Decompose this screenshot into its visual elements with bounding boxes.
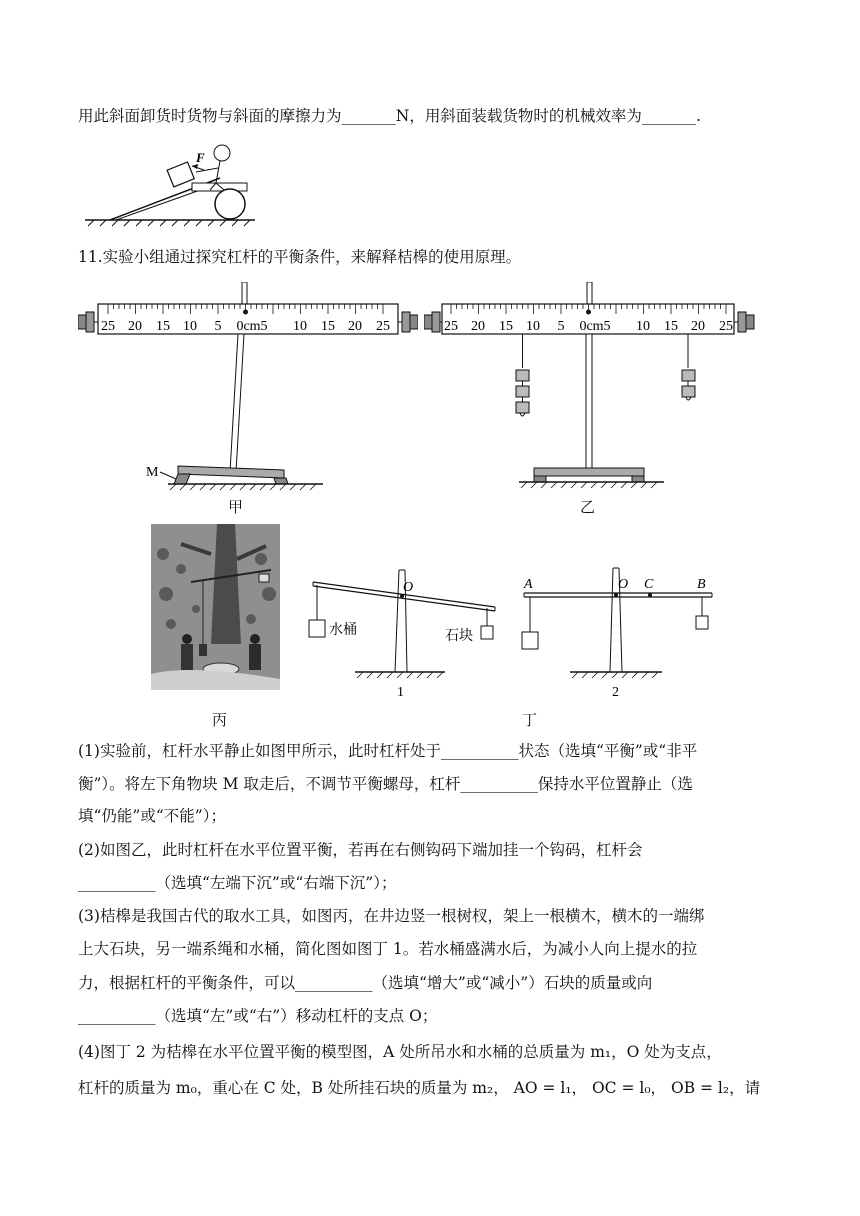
ruler-tick: 25 (444, 319, 458, 334)
right-weights (682, 370, 695, 400)
part-3-line-d: __________（选填“左”或“右”）移动杠杆的支点 O； (78, 1007, 438, 1025)
part-2-line-b: __________（选填“左端下沉”或“右端下沉”）； (78, 874, 397, 892)
figure-jia (78, 282, 418, 492)
ruler-tick: 10 (183, 319, 197, 334)
ruler-tick: 0cm5 (236, 319, 268, 334)
part-3-line-a: (3)桔槔是我国古代的取水工具，如图丙，在井边竖一根树杈，架上一根横木，横木的一端绑 (78, 907, 705, 925)
label-m: M (146, 465, 159, 480)
ruler-tick: 15 (156, 319, 170, 334)
caption-bing: 丙 (212, 711, 228, 729)
ding1-label-bucket: 水桶 (329, 623, 357, 638)
ding1-number: 1 (397, 685, 404, 700)
ruler-tick: 0cm5 (579, 319, 611, 334)
figure-ding-2 (512, 560, 722, 700)
part-4-line-b: 杠杆的质量为 m₀，重心在 C 处，B 处所挂石块的质量为 m₂， AO = l₁， OC = l₀， OB = l₂，请 (78, 1079, 761, 1097)
incline-force-label: F (196, 150, 205, 165)
ruler-tick: 20 (348, 319, 362, 334)
caption-ding: 丁 (522, 711, 538, 729)
part-1-line-b: 衡”）。将左下角物块 M 取走后，不调节平衡螺母，杠杆__________保持水平位置静止（选 (78, 775, 693, 793)
ding2-number: 2 (612, 685, 619, 700)
ding1-label-o: O (403, 580, 414, 595)
part-3-line-b: 上大石块，另一端系绳和水桶，简化图如图丁 1。若水桶盛满水后，为减小人向上提水的拉 (78, 940, 698, 958)
ding2-label-o: O (618, 577, 629, 592)
ruler-tick: 5 (557, 319, 565, 334)
ruler-tick: 25 (101, 319, 115, 334)
left-weights (516, 370, 529, 416)
ruler-tick: 10 (293, 319, 307, 334)
part-1-line-a: (1)实验前，杠杆水平静止如图甲所示，此时杠杆处于__________状态（选填“平衡”或“非平 (78, 742, 698, 760)
ruler-tick: 10 (636, 319, 650, 334)
ruler-tick: 10 (526, 319, 540, 334)
figure-yi (424, 282, 764, 492)
ding1-label-stone: 石块 (445, 629, 473, 644)
ruler-tick: 20 (691, 319, 705, 334)
text-line-friction: 用此斜面卸货时货物与斜面的摩擦力为_______N，用斜面装载货物时的机械效率为_______. (78, 107, 701, 125)
ding2-label-c: C (644, 577, 654, 592)
ruler-tick: 15 (321, 319, 335, 334)
ding2-label-b: B (697, 577, 706, 592)
caption-jia: 甲 (228, 498, 244, 516)
question-11-title: 11.实验小组通过探究杠杆的平衡条件，来解释桔槔的使用原理。 (78, 248, 522, 266)
ruler-tick: 15 (664, 319, 678, 334)
caption-yi: 乙 (580, 498, 596, 516)
part-4-line-a: (4)图丁 2 为桔槔在水平位置平衡的模型图，A 处所吊水和水桶的总质量为 m₁，O 处为支点， (78, 1043, 722, 1061)
part-2-line-a: (2)如图乙，此时杠杆在水平位置平衡，若再在右侧钩码下端加挂一个钩码，杠杆会 (78, 841, 643, 859)
part-1-line-c: 填“仍能”或“不能”）； (78, 807, 226, 825)
ruler-tick: 25 (376, 319, 390, 334)
ruler-tick: 15 (499, 319, 513, 334)
ruler-tick: 20 (471, 319, 485, 334)
ruler-tick: 5 (214, 319, 222, 334)
ding2-label-a: A (524, 577, 533, 592)
part-3-line-c: 力，根据杠杆的平衡条件，可以__________（选填“增大”或“减小”）石块的质量或向 (78, 974, 653, 992)
jiegao-illustration (151, 524, 280, 690)
figure-ding-1 (295, 560, 505, 700)
ruler-tick: 20 (128, 319, 142, 334)
ruler-tick: 25 (719, 319, 733, 334)
incline-figure (80, 140, 260, 230)
